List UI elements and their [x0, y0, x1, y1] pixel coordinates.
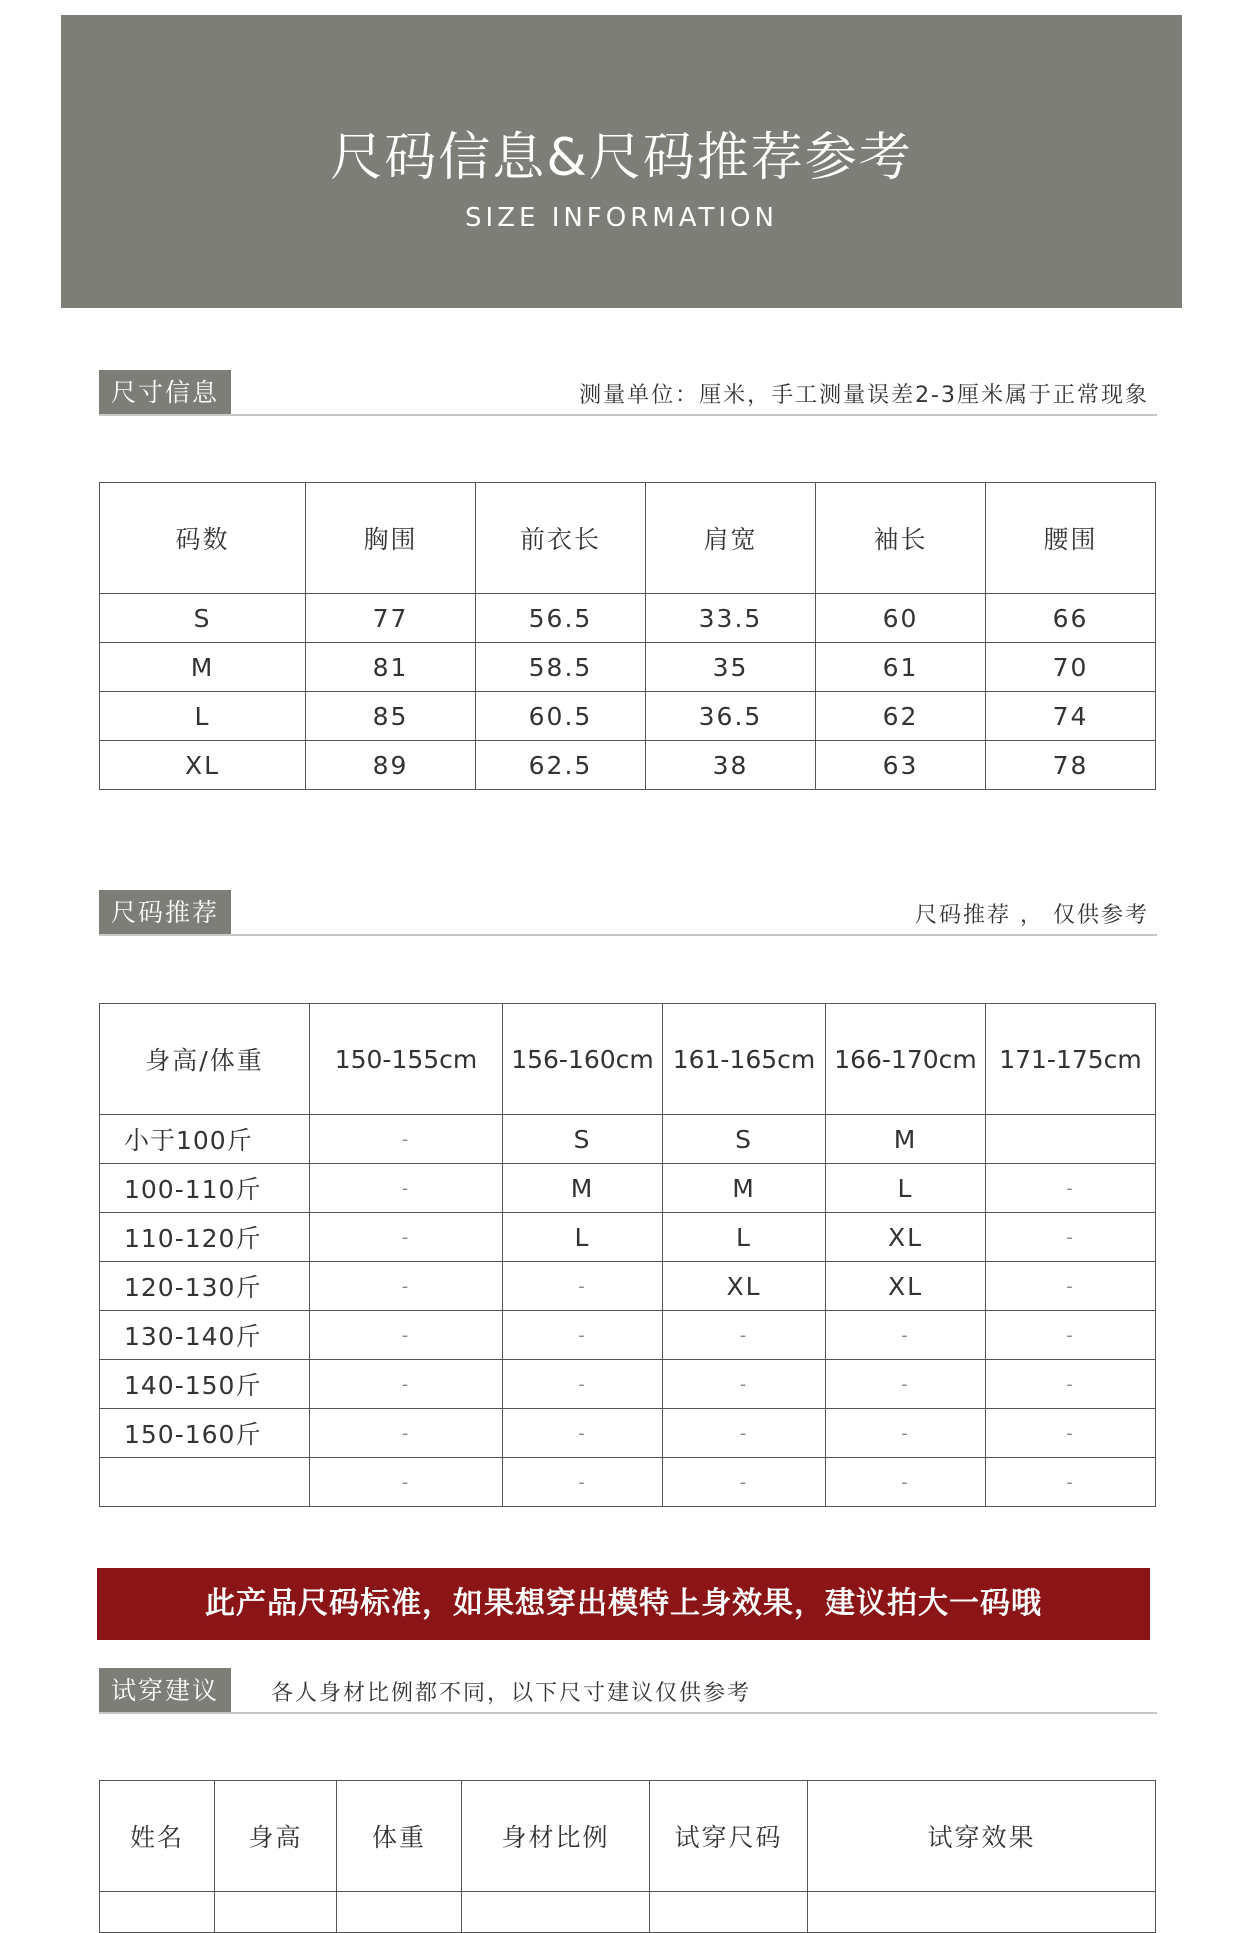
table-cell: -	[986, 1311, 1156, 1360]
table-cell: 78	[986, 741, 1156, 790]
table-row	[100, 692, 1156, 741]
size-advice-banner: 此产品尺码标准，如果想穿出模特上身效果，建议拍大一码哦	[97, 1568, 1150, 1640]
table-cell: 100-110斤	[100, 1164, 310, 1213]
table-cell: -	[310, 1262, 503, 1311]
table-cell: 110-120斤	[100, 1213, 310, 1262]
table-cell: 63	[816, 741, 986, 790]
tryon-note: 各人身材比例都不同，以下尺寸建议仅供参考	[271, 1681, 752, 1706]
table-cell: 120-130斤	[100, 1262, 310, 1311]
table-cell: 58.5	[476, 643, 646, 692]
header-cell: 身高	[215, 1781, 337, 1892]
size-recommend-tag: 尺码推荐	[99, 890, 231, 936]
table-cell	[462, 1892, 650, 1933]
header-cell: 156-160cm	[503, 1004, 663, 1115]
header-cell: 胸围	[306, 483, 476, 594]
table-cell: 130-140斤	[100, 1311, 310, 1360]
tryon-tag: 试穿建议	[99, 1668, 231, 1714]
header-cell: 身高/体重	[100, 1004, 310, 1115]
divider	[99, 414, 1157, 416]
table-cell	[215, 1892, 337, 1933]
table-cell: 62.5	[476, 741, 646, 790]
table-cell: 60	[816, 594, 986, 643]
size-info-table	[99, 482, 1156, 790]
table-cell: 140-150斤	[100, 1360, 310, 1409]
size-info-header	[99, 370, 1157, 416]
table-cell: -	[310, 1164, 503, 1213]
table-cell	[100, 1892, 215, 1933]
table-cell: 81	[306, 643, 476, 692]
table-cell: M	[503, 1164, 663, 1213]
table-cell: S	[663, 1115, 826, 1164]
header-cell: 码数	[100, 483, 306, 594]
table-row	[100, 1892, 1156, 1933]
table-cell: 38	[646, 741, 816, 790]
header-cell: 前衣长	[476, 483, 646, 594]
table-cell: -	[310, 1311, 503, 1360]
table-cell: -	[986, 1213, 1156, 1262]
table-row	[100, 1213, 1156, 1262]
size-info-note: 测量单位：厘米，手工测量误差2-3厘米属于正常现象	[579, 383, 1149, 408]
tryon-header	[99, 1668, 1157, 1714]
table-cell: -	[503, 1360, 663, 1409]
banner-title: 尺码信息&尺码推荐参考	[330, 128, 913, 188]
header-cell: 姓名	[100, 1781, 215, 1892]
size-recommend-header	[99, 890, 1157, 936]
table-cell: -	[310, 1409, 503, 1458]
table-cell: -	[986, 1458, 1156, 1507]
table-cell: 77	[306, 594, 476, 643]
header-banner	[61, 15, 1182, 308]
header-cell: 166-170cm	[826, 1004, 986, 1115]
table-cell: 89	[306, 741, 476, 790]
table-row	[100, 1262, 1156, 1311]
header-cell: 袖长	[816, 483, 986, 594]
table-cell: XL	[663, 1262, 826, 1311]
table-cell: 70	[986, 643, 1156, 692]
header-cell: 试穿尺码	[650, 1781, 808, 1892]
table-cell	[650, 1892, 808, 1933]
table-cell: -	[503, 1311, 663, 1360]
table-cell: 61	[816, 643, 986, 692]
table-cell: 85	[306, 692, 476, 741]
table-header-row	[100, 483, 1156, 594]
table-cell: L	[100, 692, 306, 741]
table-cell: -	[986, 1409, 1156, 1458]
table-cell: -	[826, 1409, 986, 1458]
header-cell: 150-155cm	[310, 1004, 503, 1115]
table-cell: M	[826, 1115, 986, 1164]
table-cell: -	[826, 1458, 986, 1507]
table-cell	[808, 1892, 1156, 1933]
header-cell: 171-175cm	[986, 1004, 1156, 1115]
table-row	[100, 1458, 1156, 1507]
table-cell: 62	[816, 692, 986, 741]
header-cell: 腰围	[986, 483, 1156, 594]
table-cell: -	[503, 1262, 663, 1311]
table-row	[100, 1115, 1156, 1164]
table-cell: -	[310, 1458, 503, 1507]
size-recommend-table	[99, 1003, 1156, 1507]
table-row	[100, 1409, 1156, 1458]
divider	[99, 934, 1157, 936]
table-row	[100, 594, 1156, 643]
table-cell: -	[986, 1360, 1156, 1409]
table-row	[100, 741, 1156, 790]
table-row	[100, 643, 1156, 692]
header-cell: 体重	[337, 1781, 462, 1892]
table-cell: XL	[826, 1213, 986, 1262]
table-cell: 35	[646, 643, 816, 692]
table-cell: -	[310, 1115, 503, 1164]
table-cell: L	[503, 1213, 663, 1262]
table-cell: 小于100斤	[100, 1115, 310, 1164]
size-info-tag: 尺寸信息	[99, 370, 231, 416]
table-row	[100, 1360, 1156, 1409]
header-cell: 身材比例	[462, 1781, 650, 1892]
table-cell: 60.5	[476, 692, 646, 741]
table-cell: S	[100, 594, 306, 643]
table-cell: S	[503, 1115, 663, 1164]
size-recommend-note: 尺码推荐 ， 仅供参考	[915, 903, 1149, 928]
table-cell: -	[663, 1311, 826, 1360]
table-cell: 56.5	[476, 594, 646, 643]
banner-subtitle: SIZE INFORMATION	[465, 203, 778, 233]
table-cell: 36.5	[646, 692, 816, 741]
table-row	[100, 1164, 1156, 1213]
table-cell: XL	[100, 741, 306, 790]
table-cell: -	[826, 1311, 986, 1360]
header-cell: 试穿效果	[808, 1781, 1156, 1892]
table-cell: 150-160斤	[100, 1409, 310, 1458]
table-cell: -	[663, 1409, 826, 1458]
divider	[99, 1712, 1157, 1714]
header-cell: 肩宽	[646, 483, 816, 594]
table-cell: M	[100, 643, 306, 692]
header-cell: 161-165cm	[663, 1004, 826, 1115]
table-cell: -	[503, 1409, 663, 1458]
table-cell: L	[826, 1164, 986, 1213]
table-cell	[986, 1115, 1156, 1164]
table-cell: XL	[826, 1262, 986, 1311]
table-cell: -	[986, 1262, 1156, 1311]
table-cell: -	[986, 1164, 1156, 1213]
table-cell: -	[663, 1458, 826, 1507]
table-cell: -	[310, 1360, 503, 1409]
table-cell: M	[663, 1164, 826, 1213]
tryon-table	[99, 1780, 1156, 1933]
table-cell: -	[826, 1360, 986, 1409]
table-cell: -	[310, 1213, 503, 1262]
table-header-row	[100, 1781, 1156, 1892]
table-cell	[100, 1458, 310, 1507]
table-cell: 33.5	[646, 594, 816, 643]
table-cell: -	[663, 1360, 826, 1409]
table-header-row	[100, 1004, 1156, 1115]
table-cell: -	[503, 1458, 663, 1507]
table-cell: 74	[986, 692, 1156, 741]
table-cell: 66	[986, 594, 1156, 643]
table-row	[100, 1311, 1156, 1360]
table-cell	[337, 1892, 462, 1933]
table-cell: L	[663, 1213, 826, 1262]
